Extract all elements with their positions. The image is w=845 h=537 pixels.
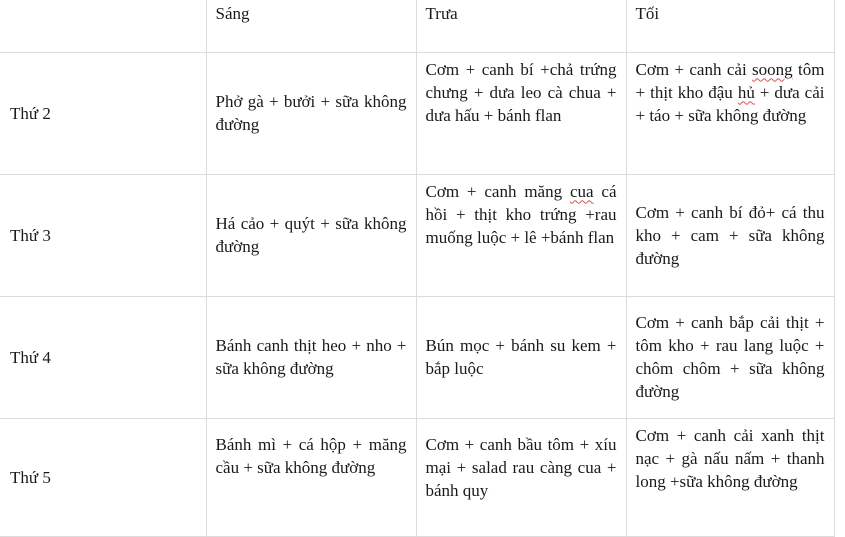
day-label: Thứ 2 [0, 52, 206, 174]
lunch-cell: Cơm + canh bí +chả trứng chưng + dưa leo cà chua + dưa hấu + bánh flan [416, 52, 626, 174]
dinner-cell [626, 52, 834, 174]
breakfast-cell: Phở gà + bưởi + sữa không đường [206, 52, 416, 174]
header-empty-cell [0, 0, 206, 52]
lunch-cell: Cơm + canh bầu tôm + xíu mại + salad rau càng cua + bánh quy [416, 418, 626, 536]
dinner-text-part: Cơm + canh cải [635, 59, 753, 79]
header-toi: Tối [626, 0, 834, 52]
breakfast-cell: Bánh mì + cá hộp + măng cầu + sữa không đường [206, 418, 416, 536]
lunch-text-part: cá hồi + thịt kho trứng +rau muống luộc + lê +bánh flan [425, 181, 617, 247]
lunch-cell [416, 174, 626, 296]
day-label: Thứ 4 [0, 296, 206, 418]
spellcheck-word: cua [569, 181, 594, 201]
header-row [0, 0, 834, 52]
table-row [0, 296, 834, 418]
dinner-text-part: tôm + thịt kho đậu [635, 59, 825, 102]
breakfast-cell: Há cảo + quýt + sữa không đường [206, 174, 416, 296]
day-label: Thứ 3 [0, 174, 206, 296]
spellcheck-word: hủ [737, 82, 755, 102]
lunch-cell: Bún mọc + bánh su kem + bắp luộc [416, 296, 626, 418]
dinner-cell: Cơm + canh cải xanh thịt nạc + gà nấu nấm + thanh long +sữa không đường [626, 418, 834, 536]
day-label: Thứ 5 [0, 418, 206, 536]
dinner-cell: Cơm + canh bắp cải thịt + tôm kho + rau lang luộc + chôm chôm + sữa không đường [626, 296, 834, 418]
header-sang: Sáng [206, 0, 416, 52]
table-row [0, 418, 834, 536]
spellcheck-word: soong [752, 59, 793, 79]
dinner-cell: Cơm + canh bí đỏ+ cá thu kho + cam + sữa không đường [626, 174, 834, 296]
dinner-text-part: + dưa cải + táo + sữa không đường [635, 82, 825, 125]
lunch-text-part: Cơm + canh măng [425, 181, 570, 201]
table-row [0, 174, 834, 296]
breakfast-cell: Bánh canh thịt heo + nho + sữa không đường [206, 296, 416, 418]
header-trua: Trưa [416, 0, 626, 52]
table-row [0, 52, 834, 174]
